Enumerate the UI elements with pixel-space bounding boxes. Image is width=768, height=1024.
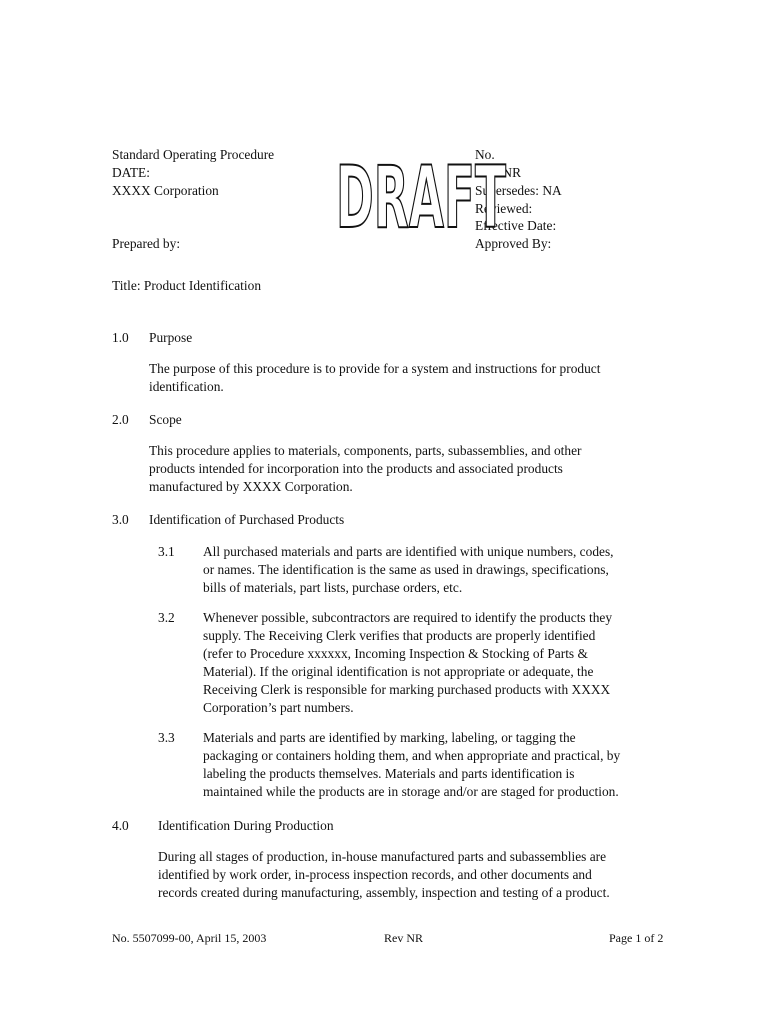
subsection-paragraph-3-3: Materials and parts are identified by marking, labeling, or tagging the packaging or containers holding them, and when appropriate and practical, by labeling the products themselves. Materials and parts identification is maintained while the products are in storage and/or are staged for production. [203,730,621,799]
section-heading-scope: Scope [149,412,182,427]
header-approved-by: Approved By: [475,236,552,251]
subsection-paragraph-3-1: All purchased materials and parts are identified with unique numbers, codes, or names. The identification is the same as used in drawings, specifications, bills of materials, part lists, purchase orders, etc. [203,544,614,595]
footer-page-number: Page 1 of 2 [609,931,664,945]
section-heading-purchased-products: Identification of Purchased Products [149,512,345,527]
subsection-paragraph-3-2: Whenever possible, subcontractors are required to identify the products they supply. The Receiving Clerk verifies that products are properly identified (refer to Procedure xxxxxx, Incoming Inspection & Stocking of Parts & Material). If the original identification is not appropriate or adequate, the Receiving Clerk is responsible for marking purchased products with XXXX Corporation’s part numbers. [203,610,613,715]
header-procedure-label: Standard Operating Procedure [112,147,275,162]
draft-stamp-text: DRAFT [336,153,507,233]
header-prepared-by: Prepared by: [112,236,181,251]
section-number: 1.0 [112,330,129,345]
subsection-number: 3.2 [158,610,175,625]
section-heading-during-production: Identification During Production [158,818,334,833]
section-number: 3.0 [112,512,129,527]
header-company-name: XXXX Corporation [112,183,219,198]
header-supersedes: Supersedes: NA [475,183,562,198]
header-revision: Rev. NR [475,165,521,180]
section-number: 2.0 [112,412,129,427]
subsection-number: 3.1 [158,544,175,559]
section-heading-purpose: Purpose [149,330,193,345]
header-reviewed: Reviewed: [475,201,533,216]
document-title: Title: Product Identification [112,278,262,293]
production-paragraph: During all stages of production, in-house manufactured parts and subassemblies are identified by work order, in-process inspection records, and other documents and records created during manufacturing, assembly, inspection and testing of a product. [158,849,610,900]
header-date-label: DATE: [112,165,150,180]
purpose-paragraph: The purpose of this procedure is to provide for a system and instructions for product identification. [149,361,601,394]
scope-paragraph: This procedure applies to materials, components, parts, subassemblies, and other products intended for incorporation into the products and associated products manufactured by XXXX Corporation. [149,443,582,494]
header-doc-number: No. [475,147,495,162]
subsection-number: 3.3 [158,730,175,745]
footer-revision: Rev NR [384,931,423,945]
header-effective-date: Effective Date: [475,218,557,233]
draft-stamp [334,153,510,233]
footer-document-number: No. 5507099-00, April 15, 2003 [112,931,267,945]
section-number: 4.0 [112,818,129,833]
